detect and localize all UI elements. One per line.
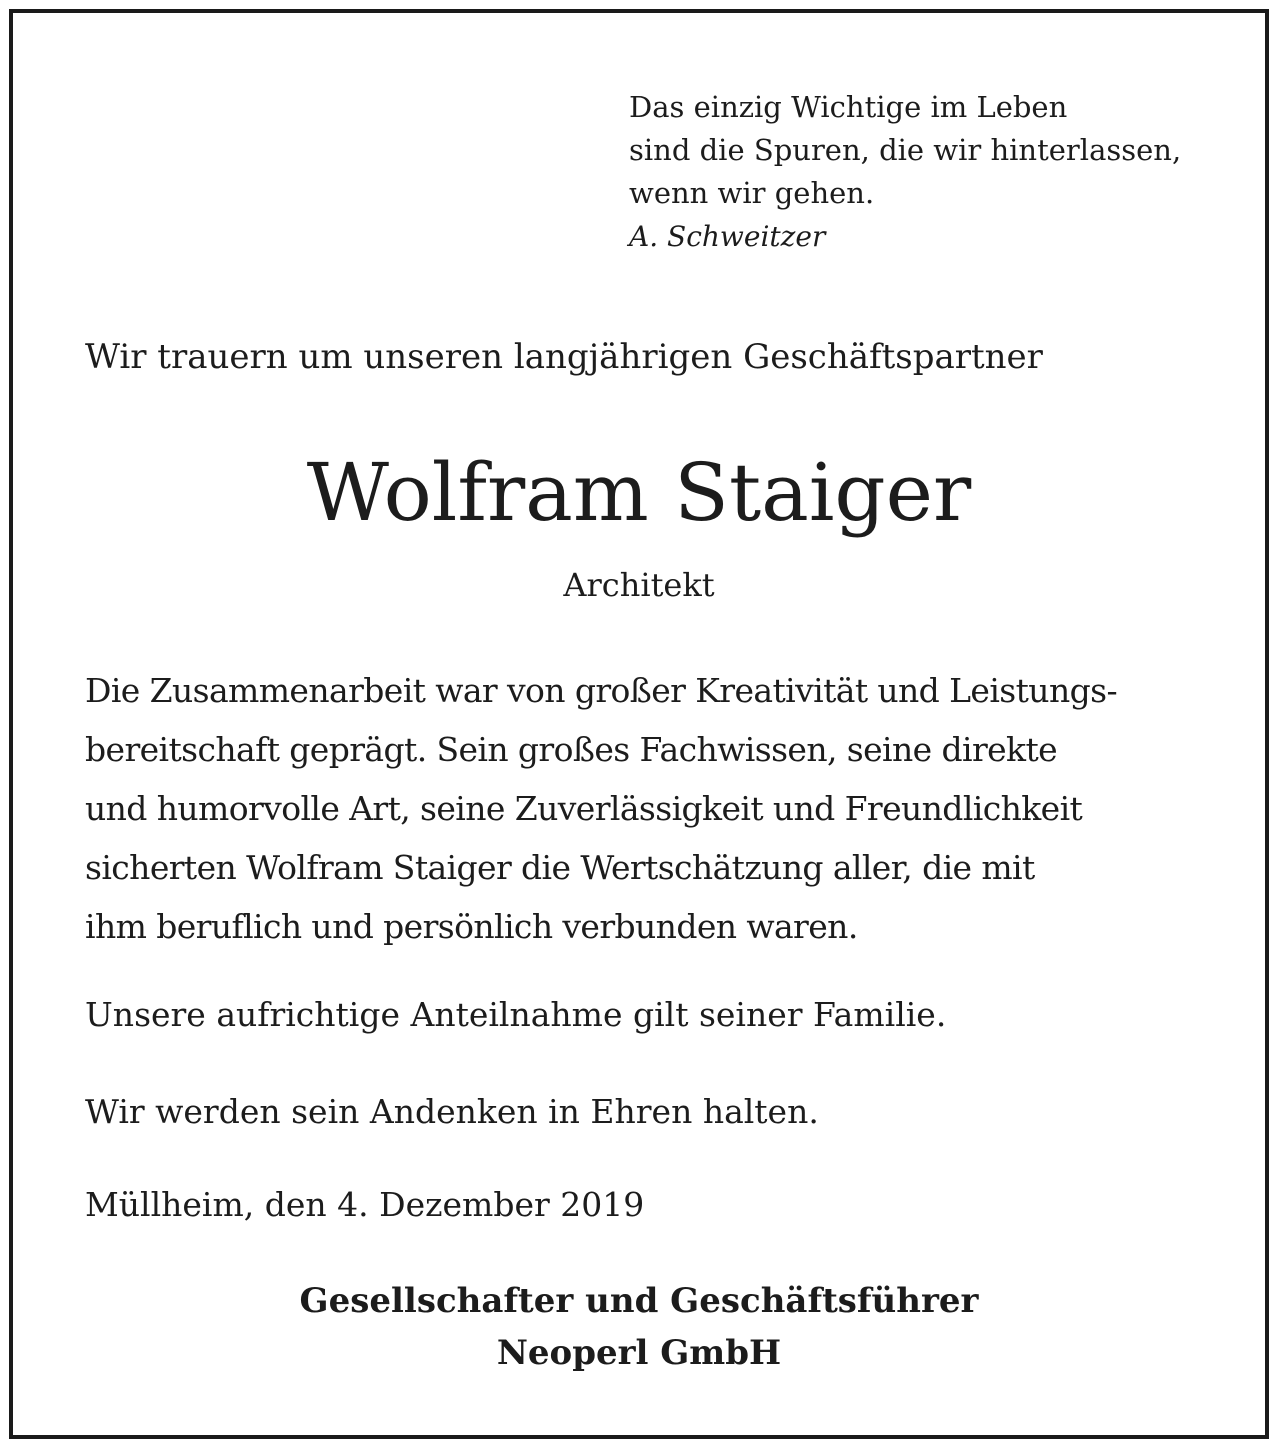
intro-text: Wir trauern um unseren langjährigen Geschäftspartner xyxy=(85,337,1043,377)
epigraph-quote xyxy=(629,86,1181,258)
place-date: Müllheim, den 4. Dezember 2019 xyxy=(85,1185,645,1224)
signature-block xyxy=(13,1275,1265,1379)
quote-line: wenn wir gehen. xyxy=(629,176,875,210)
tribute-paragraph xyxy=(85,661,1117,956)
quote-line: Das einzig Wichtige im Leben xyxy=(629,90,1068,124)
tribute-line: sicherten Wolfram Staiger die Wertschätzung aller, die mit xyxy=(85,848,1035,887)
signature-company: Neoperl GmbH xyxy=(496,1333,782,1373)
tribute-line: bereitschaft geprägt. Sein großes Fachwissen, seine direkte xyxy=(85,730,1058,769)
signature-role: Gesellschafter und Geschäftsführer xyxy=(299,1281,979,1321)
deceased-profession: Architekt xyxy=(563,566,715,604)
obituary-notice xyxy=(9,9,1269,1439)
quote-author: A. Schweitzer xyxy=(629,220,826,253)
tribute-line: und humorvolle Art, seine Zuverlässigkeit und Freundlichkeit xyxy=(85,789,1083,828)
deceased-name: Wolfram Staiger xyxy=(306,446,972,539)
tribute-line: ihm beruflich und persönlich verbunden waren. xyxy=(85,907,858,946)
tribute-line: Die Zusammenarbeit war von großer Kreativität und Leistungs- xyxy=(85,671,1118,710)
remembrance-text: Wir werden sein Andenken in Ehren halten. xyxy=(85,1092,819,1131)
quote-line: sind die Spuren, die wir hinterlassen, xyxy=(629,133,1182,167)
condolence-text: Unsere aufrichtige Anteilnahme gilt seiner Familie. xyxy=(85,995,947,1034)
